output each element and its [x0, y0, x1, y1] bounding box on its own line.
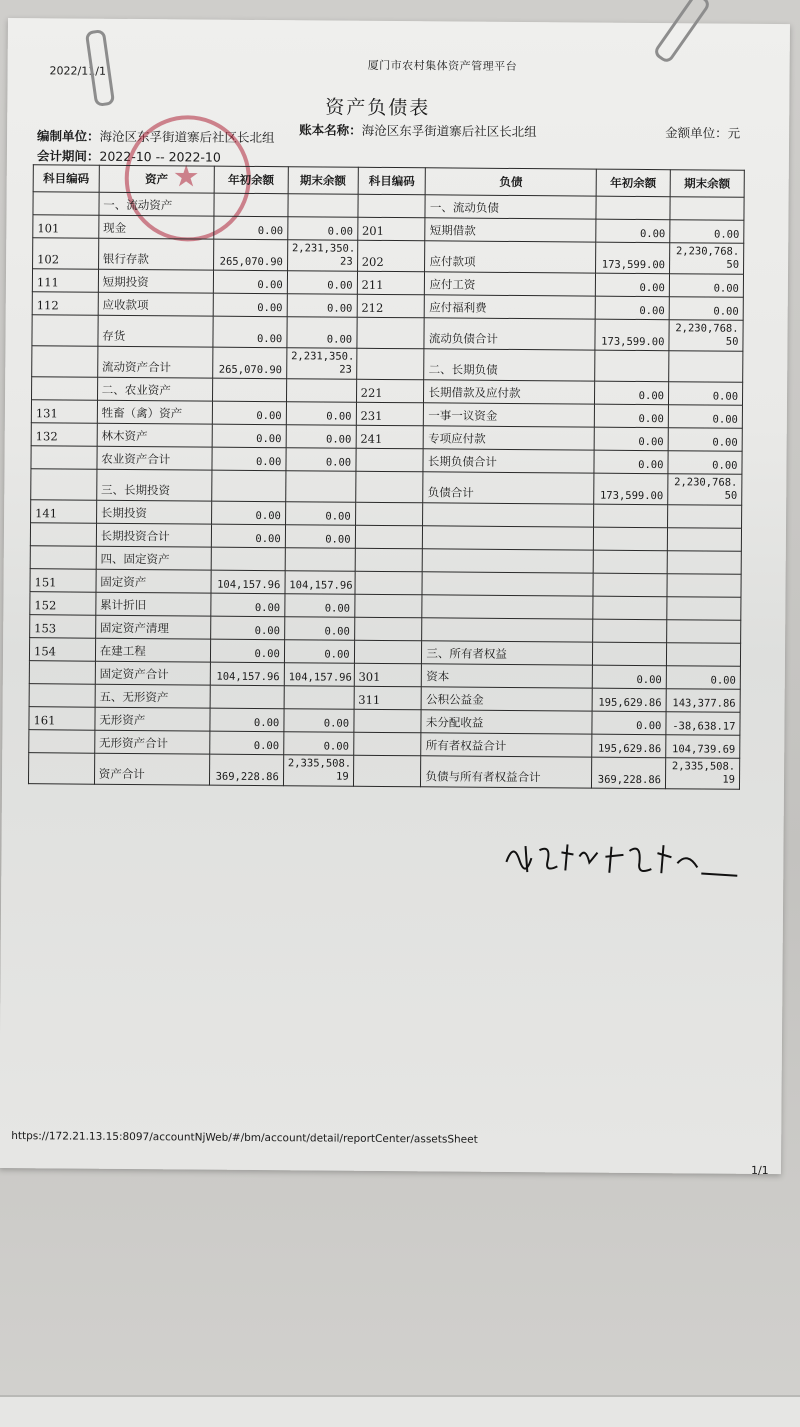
amount-cell: 0.00 — [594, 381, 668, 405]
item-cell: 三、所有者权益 — [422, 641, 593, 665]
amount-cell — [285, 471, 355, 503]
item-cell: 资本 — [422, 664, 593, 688]
amount-cell: 0.00 — [214, 216, 288, 240]
amount-cell: 0.00 — [286, 448, 356, 472]
amount-cell: 104,739.69 — [666, 735, 740, 759]
item-cell — [423, 549, 594, 573]
item-cell: 短期投资 — [98, 269, 213, 293]
unit-value: 海沧区东孚街道寨后社区长北组 — [99, 128, 275, 146]
amount-cell: 104,157.96 — [284, 663, 354, 687]
amount-cell: 0.00 — [285, 502, 355, 526]
amount-cell: 2,335,508. 19 — [283, 755, 353, 787]
amount-cell: 0.00 — [596, 219, 670, 243]
amount-cell: 0.00 — [668, 382, 742, 406]
page-title: 资产负债表 — [325, 96, 431, 120]
item-cell: 现金 — [99, 215, 214, 239]
amount-cell: 369,228.86 — [209, 754, 283, 786]
page-number: 1/1 — [750, 1163, 769, 1178]
item-cell: 短期借款 — [425, 218, 596, 242]
code-cell: 111 — [32, 269, 98, 293]
amount-cell: 0.00 — [669, 274, 743, 298]
amount-cell: 0.00 — [211, 593, 285, 617]
amount-cell — [594, 504, 668, 528]
page-url: https://172.21.13.15:8097/accountNjWeb/#/bm/account/detail/reportCenter/assetsSheet — [11, 1130, 478, 1146]
item-cell: 负债与所有者权益合计 — [421, 756, 592, 788]
amount-cell: 104,157.96 — [211, 570, 285, 594]
amount-cell — [667, 551, 741, 575]
code-cell — [353, 755, 421, 787]
amount-cell — [592, 642, 666, 666]
code-cell — [32, 377, 98, 401]
code-cell: 201 — [357, 217, 425, 241]
account-label: 账本名称： — [299, 122, 362, 138]
amount-cell — [214, 193, 288, 217]
code-cell — [354, 594, 422, 618]
amount-cell: 0.00 — [286, 402, 356, 426]
code-cell: 152 — [30, 592, 96, 616]
currency-label: 金额单位： — [665, 125, 728, 141]
amount-cell — [667, 574, 741, 598]
account-info — [299, 120, 537, 140]
amount-cell: 2,230,768. 50 — [669, 243, 743, 275]
amount-cell — [670, 197, 744, 221]
amount-cell: 0.00 — [212, 424, 286, 448]
amount-cell: 195,629.86 — [592, 688, 666, 712]
amount-cell — [212, 378, 286, 402]
item-cell — [423, 526, 594, 550]
item-cell: 一事一议资金 — [424, 403, 595, 427]
account-value: 海沧区东孚街道寨后社区长北组 — [361, 122, 537, 140]
code-cell — [30, 546, 96, 570]
amount-cell: 0.00 — [284, 709, 354, 733]
col-header: 年初余额 — [596, 169, 670, 197]
item-cell: 林木资产 — [97, 423, 212, 447]
item-cell: 流动资产合计 — [97, 346, 212, 378]
print-date: 2022/11/1 — [49, 64, 107, 78]
item-cell: 流动负债合计 — [424, 318, 595, 350]
code-cell — [355, 548, 423, 572]
code-cell — [32, 346, 98, 378]
amount-cell: 0.00 — [288, 217, 358, 241]
amount-cell — [285, 548, 355, 572]
amount-cell: -38,638.17 — [666, 712, 740, 736]
item-cell: 长期借款及应付款 — [424, 380, 595, 404]
item-cell: 三、长期投资 — [96, 469, 211, 501]
table-row — [28, 753, 739, 790]
item-cell: 长期投资合计 — [96, 523, 211, 547]
amount-cell: 0.00 — [286, 425, 356, 449]
amount-cell: 0.00 — [213, 293, 287, 317]
code-cell — [33, 192, 99, 216]
currency-value: 元 — [727, 125, 741, 141]
amount-cell: 173,599.00 — [594, 473, 668, 505]
amount-cell: 2,230,768. 50 — [669, 320, 743, 352]
code-cell — [355, 471, 423, 503]
item-cell: 在建工程 — [95, 638, 210, 662]
amount-cell: 0.00 — [213, 316, 287, 348]
amount-cell: 0.00 — [287, 294, 357, 318]
code-cell: 153 — [30, 615, 96, 639]
item-cell — [423, 503, 594, 527]
amount-cell: 0.00 — [287, 271, 357, 295]
code-cell — [31, 469, 97, 501]
amount-cell: 0.00 — [668, 405, 742, 429]
item-cell: 固定资产 — [96, 569, 211, 593]
amount-cell — [595, 350, 669, 382]
amount-cell: 0.00 — [595, 273, 669, 297]
amount-cell: 173,599.00 — [595, 242, 669, 274]
code-cell — [31, 446, 97, 470]
item-cell: 五、无形资产 — [95, 684, 210, 708]
amount-cell: 0.00 — [668, 428, 742, 452]
code-cell: 231 — [356, 402, 424, 426]
amount-cell — [667, 528, 741, 552]
code-cell — [353, 732, 421, 756]
item-cell: 存货 — [98, 315, 213, 347]
code-cell — [355, 571, 423, 595]
item-cell: 固定资产合计 — [95, 661, 210, 685]
amount-cell: 0.00 — [210, 639, 284, 663]
amount-cell: 0.00 — [592, 665, 666, 689]
amount-cell: 0.00 — [668, 451, 742, 475]
amount-cell — [667, 505, 741, 529]
code-cell — [357, 317, 425, 349]
amount-cell: 0.00 — [211, 524, 285, 548]
item-cell: 应付福利费 — [425, 295, 596, 319]
item-cell: 负债合计 — [423, 472, 594, 504]
item-cell: 农业资产合计 — [97, 446, 212, 470]
amount-cell: 0.00 — [594, 404, 668, 428]
code-cell — [354, 709, 422, 733]
code-cell: 112 — [32, 292, 98, 316]
code-cell: 211 — [357, 271, 425, 295]
col-header: 期末余额 — [670, 170, 744, 198]
amount-cell — [211, 547, 285, 571]
amount-cell: 0.00 — [287, 317, 357, 349]
code-cell — [29, 661, 95, 685]
code-cell: 131 — [31, 400, 97, 424]
seal-star-icon: ★ — [172, 159, 200, 195]
code-cell: 101 — [33, 215, 99, 239]
amount-cell: 0.00 — [592, 711, 666, 735]
amount-cell: 104,157.96 — [285, 571, 355, 595]
document-page — [0, 18, 790, 1178]
amount-cell: 173,599.00 — [595, 319, 669, 351]
item-cell: 四、固定资产 — [96, 546, 211, 570]
amount-cell: 2,335,508. 19 — [665, 758, 739, 790]
code-cell: 132 — [31, 423, 97, 447]
item-cell: 公积公益金 — [422, 687, 593, 711]
amount-cell: 0.00 — [670, 220, 744, 244]
amount-cell: 0.00 — [285, 594, 355, 618]
item-cell — [422, 618, 593, 642]
amount-cell: 143,377.86 — [666, 689, 740, 713]
amount-cell: 0.00 — [284, 640, 354, 664]
code-cell — [29, 730, 95, 754]
code-cell — [29, 684, 95, 708]
item-cell: 一、流动资产 — [99, 192, 214, 216]
amount-cell — [593, 550, 667, 574]
code-cell — [358, 194, 426, 218]
col-header: 负债 — [426, 168, 597, 196]
amount-cell: 265,070.90 — [212, 347, 286, 379]
code-cell: 151 — [30, 569, 96, 593]
amount-cell: 0.00 — [212, 447, 286, 471]
code-cell: 301 — [354, 663, 422, 687]
amount-cell — [667, 597, 741, 621]
amount-cell: 195,629.86 — [592, 734, 666, 758]
item-cell: 长期负债合计 — [423, 449, 594, 473]
amount-cell — [666, 643, 740, 667]
item-cell: 牲畜（禽）资产 — [97, 400, 212, 424]
code-cell: 141 — [31, 500, 97, 524]
item-cell: 长期投资 — [96, 500, 211, 524]
amount-cell: 369,228.86 — [591, 757, 665, 789]
code-cell: 311 — [354, 686, 422, 710]
code-cell — [355, 525, 423, 549]
code-cell: 161 — [29, 707, 95, 731]
amount-cell: 0.00 — [210, 616, 284, 640]
code-cell: 212 — [357, 294, 425, 318]
amount-cell: 0.00 — [595, 296, 669, 320]
handwritten-signature — [501, 832, 741, 884]
amount-cell — [596, 196, 670, 220]
item-cell: 二、农业资产 — [97, 377, 212, 401]
amount-cell: 0.00 — [212, 401, 286, 425]
code-cell: 202 — [357, 240, 425, 272]
period-label: 会计期间： — [36, 148, 100, 164]
amount-cell: 104,157.96 — [210, 662, 284, 686]
code-cell — [355, 502, 423, 526]
code-cell — [30, 523, 96, 547]
amount-cell — [210, 685, 284, 709]
amount-cell: 0.00 — [210, 708, 284, 732]
item-cell — [422, 595, 593, 619]
item-cell: 无形资产合计 — [94, 730, 209, 754]
col-header: 科目编码 — [358, 167, 426, 195]
amount-cell — [212, 470, 286, 502]
code-cell: 221 — [356, 379, 424, 403]
amount-cell: 0.00 — [669, 297, 743, 321]
amount-cell: 2,231,350. 23 — [286, 348, 356, 380]
item-cell — [422, 572, 593, 596]
item-cell: 专项应付款 — [424, 426, 595, 450]
code-cell — [32, 315, 98, 347]
amount-cell — [288, 194, 358, 218]
item-cell: 应付款项 — [425, 241, 596, 273]
platform-name: 厦门市农村集体资产管理平台 — [367, 58, 518, 73]
col-header: 科目编码 — [33, 165, 99, 193]
item-cell: 资产合计 — [94, 753, 209, 785]
code-cell — [354, 617, 422, 641]
code-cell — [356, 448, 424, 472]
item-cell: 应收款项 — [98, 292, 213, 316]
unit-label: 编制单位： — [37, 128, 100, 144]
amount-cell: 0.00 — [594, 427, 668, 451]
code-cell — [354, 640, 422, 664]
code-cell — [28, 753, 94, 785]
col-header: 期末余额 — [288, 167, 358, 195]
period-value: 2022-10 -- 2022-10 — [99, 148, 221, 165]
amount-cell: 0.00 — [284, 732, 354, 756]
amount-cell — [667, 620, 741, 644]
item-cell: 银行存款 — [98, 238, 213, 270]
item-cell: 无形资产 — [95, 707, 210, 731]
amount-cell: 0.00 — [210, 731, 284, 755]
amount-cell — [669, 351, 743, 383]
underlying-page — [0, 1395, 800, 1427]
item-cell: 二、长期负债 — [424, 349, 595, 381]
amount-cell — [593, 596, 667, 620]
col-header: 年初余额 — [214, 166, 288, 194]
item-cell: 应付工资 — [425, 272, 596, 296]
amount-cell: 0.00 — [211, 501, 285, 525]
amount-cell: 0.00 — [666, 666, 740, 690]
code-cell: 102 — [33, 238, 99, 270]
col-header: 资产 — [99, 165, 214, 193]
amount-cell: 2,231,350. 23 — [287, 240, 357, 272]
amount-cell — [593, 527, 667, 551]
currency-info — [665, 123, 740, 142]
amount-cell: 265,070.90 — [213, 239, 287, 271]
item-cell: 一、流动负债 — [425, 195, 596, 219]
amount-cell: 2,230,768. 50 — [668, 474, 742, 506]
amount-cell: 0.00 — [594, 450, 668, 474]
code-cell: 154 — [29, 638, 95, 662]
amount-cell — [593, 619, 667, 643]
code-cell — [356, 348, 424, 380]
item-cell: 未分配收益 — [421, 710, 592, 734]
item-cell: 累计折旧 — [96, 592, 211, 616]
amount-cell — [593, 573, 667, 597]
amount-cell: 0.00 — [213, 270, 287, 294]
code-cell: 241 — [356, 425, 424, 449]
balance-sheet-table — [28, 164, 745, 790]
item-cell: 所有者权益合计 — [421, 733, 592, 757]
item-cell: 固定资产清理 — [95, 615, 210, 639]
amount-cell — [286, 379, 356, 403]
amount-cell: 0.00 — [285, 525, 355, 549]
amount-cell: 0.00 — [284, 617, 354, 641]
amount-cell — [284, 686, 354, 710]
